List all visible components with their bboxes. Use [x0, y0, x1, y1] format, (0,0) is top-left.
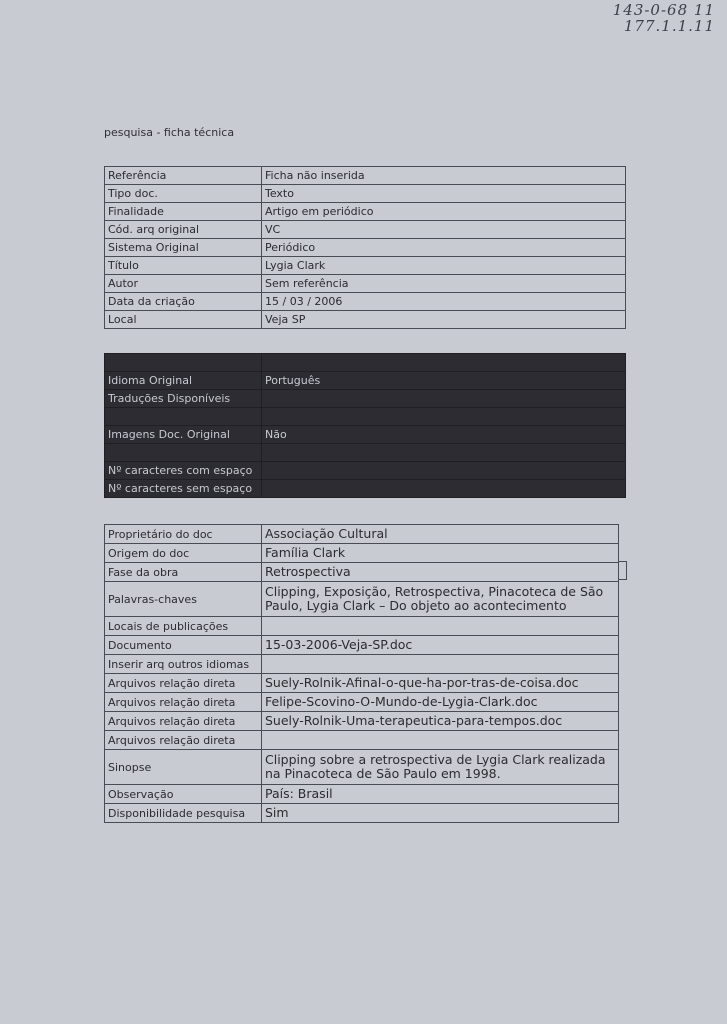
table-row	[105, 636, 619, 655]
field-label: Arquivos relação direta	[105, 674, 262, 693]
field-value: 15-03-2006-Veja-SP.doc	[262, 636, 619, 655]
field-label: Nº caracteres com espaço	[105, 462, 262, 480]
table-row	[105, 525, 619, 544]
language-info-table	[104, 353, 626, 498]
field-label: Imagens Doc. Original	[105, 426, 262, 444]
field-value	[262, 354, 626, 372]
field-value	[262, 408, 626, 426]
handwritten-reference-2: 177.1.1.11	[623, 17, 715, 35]
field-label: Traduções Disponíveis	[105, 390, 262, 408]
field-label	[105, 354, 262, 372]
field-label: Referência	[105, 167, 262, 185]
field-label: Disponibilidade pesquisa	[105, 804, 262, 823]
table-row	[105, 257, 626, 275]
table-row	[105, 372, 626, 390]
field-label: Sinopse	[105, 750, 262, 785]
technical-sheet-table	[104, 166, 626, 329]
field-value: Suely-Rolnik-Uma-terapeutica-para-tempos.doc	[262, 712, 619, 731]
field-value: Não	[262, 426, 626, 444]
table-row	[105, 544, 619, 563]
field-value: Texto	[262, 185, 626, 203]
table-row	[105, 444, 626, 462]
field-label: Locais de publicações	[105, 617, 262, 636]
field-label: Arquivos relação direta	[105, 731, 262, 750]
field-label: Inserir arq outros idiomas	[105, 655, 262, 674]
field-value: Retrospectiva	[262, 563, 619, 582]
field-value: 15 / 03 / 2006	[262, 293, 626, 311]
field-value: Artigo em periódico	[262, 203, 626, 221]
page-title: pesquisa - ficha técnica	[104, 126, 235, 139]
field-label: Título	[105, 257, 262, 275]
field-value: Felipe-Scovino-O-Mundo-de-Lygia-Clark.doc	[262, 693, 619, 712]
field-value	[262, 731, 619, 750]
field-value: Associação Cultural	[262, 525, 619, 544]
field-label: Origem do doc	[105, 544, 262, 563]
table-row	[105, 804, 619, 823]
field-value: Sim	[262, 804, 619, 823]
handwritten-reference-1: 143-0-68 11	[612, 1, 715, 19]
field-label: Data da criação	[105, 293, 262, 311]
field-value	[262, 462, 626, 480]
field-label: Arquivos relação direta	[105, 712, 262, 731]
field-value: VC	[262, 221, 626, 239]
table-row	[105, 655, 619, 674]
field-label: Autor	[105, 275, 262, 293]
field-value: Português	[262, 372, 626, 390]
table-row	[105, 750, 619, 785]
table-row	[105, 462, 626, 480]
table-row	[105, 311, 626, 329]
field-value: Periódico	[262, 239, 626, 257]
field-value	[262, 444, 626, 462]
table-row	[105, 785, 619, 804]
field-label: Documento	[105, 636, 262, 655]
field-label: Fase da obra	[105, 563, 262, 582]
table-row	[105, 185, 626, 203]
field-value: Suely-Rolnik-Afinal-o-que-ha-por-tras-de-coisa.doc	[262, 674, 619, 693]
field-value	[262, 655, 619, 674]
field-label: Proprietário do doc	[105, 525, 262, 544]
table-row	[105, 582, 619, 617]
field-label: Observação	[105, 785, 262, 804]
table-row	[105, 480, 626, 498]
field-label: Arquivos relação direta	[105, 693, 262, 712]
field-value: País: Brasil	[262, 785, 619, 804]
table-row	[105, 617, 619, 636]
field-label: Sistema Original	[105, 239, 262, 257]
field-label	[105, 408, 262, 426]
table-border-extension	[619, 561, 627, 580]
table-row	[105, 275, 626, 293]
field-value: Veja SP	[262, 311, 626, 329]
field-label: Cód. arq original	[105, 221, 262, 239]
field-value: Lygia Clark	[262, 257, 626, 275]
field-label: Finalidade	[105, 203, 262, 221]
table-row	[105, 731, 619, 750]
field-label: Nº caracteres sem espaço	[105, 480, 262, 498]
table-row	[105, 293, 626, 311]
field-label: Tipo doc.	[105, 185, 262, 203]
table-row	[105, 203, 626, 221]
field-value	[262, 480, 626, 498]
table-row	[105, 390, 626, 408]
table-row	[105, 167, 626, 185]
field-value: Família Clark	[262, 544, 619, 563]
table-row	[105, 239, 626, 257]
document-details-table	[104, 524, 619, 823]
table-row	[105, 674, 619, 693]
table-row	[105, 426, 626, 444]
field-label: Palavras-chaves	[105, 582, 262, 617]
field-value: Sem referência	[262, 275, 626, 293]
table-row	[105, 563, 619, 582]
table-row	[105, 693, 619, 712]
table-row	[105, 354, 626, 372]
field-label	[105, 444, 262, 462]
field-value: Clipping sobre a retrospectiva de Lygia Clark realizada na Pinacoteca de São Paulo em 1998.	[262, 750, 619, 785]
table-row	[105, 221, 626, 239]
field-label: Idioma Original	[105, 372, 262, 390]
field-value	[262, 617, 619, 636]
table-row	[105, 712, 619, 731]
field-value: Clipping, Exposição, Retrospectiva, Pinacoteca de São Paulo, Lygia Clark – Do objeto ao acontecimento	[262, 582, 619, 617]
field-value: Ficha não inserida	[262, 167, 626, 185]
field-label: Local	[105, 311, 262, 329]
field-value	[262, 390, 626, 408]
table-row	[105, 408, 626, 426]
